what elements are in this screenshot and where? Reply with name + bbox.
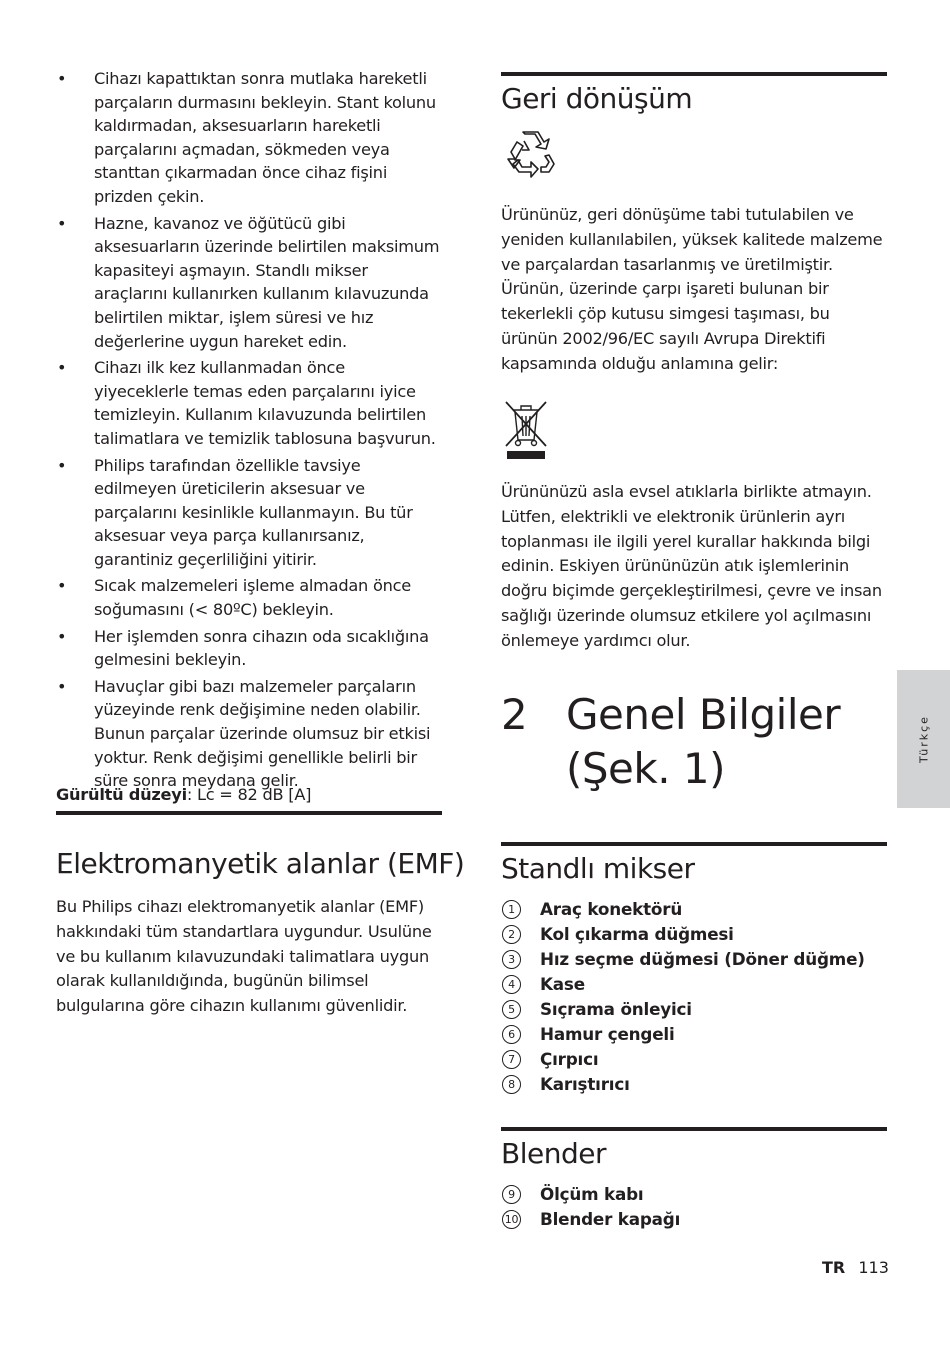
noise-level bbox=[56, 783, 311, 806]
part-label: Ölçüm kabı bbox=[540, 1184, 644, 1204]
chapter-number: 2 bbox=[501, 690, 528, 739]
list-item bbox=[501, 997, 887, 1022]
part-label: Çırpıcı bbox=[540, 1049, 599, 1069]
part-number: 9 bbox=[502, 1185, 521, 1204]
list-item bbox=[501, 972, 887, 997]
list-item: • Cihazı ilk kez kullanmadan önce yiyeceklerle temas eden parçalarını iyice temizleyin. Kullanım kılavuzunda belirtilen talimatlara ve temizlik tablosuna başvurun. bbox=[56, 356, 442, 450]
part-number: 3 bbox=[502, 950, 521, 969]
list-item: • Her işlemden sonra cihazın oda sıcaklığına gelmesini bekleyin. bbox=[56, 625, 442, 672]
part-number: 1 bbox=[502, 900, 521, 919]
part-number: 10 bbox=[502, 1210, 521, 1229]
language-tab-label: Türkçe bbox=[917, 715, 930, 763]
emf-heading: Elektromanyetik alanlar (EMF) bbox=[56, 847, 465, 880]
part-label: Hız seçme düğmesi (Döner düğme) bbox=[540, 949, 865, 969]
noise-level-value: : Lc = 82 dB [A] bbox=[186, 785, 312, 804]
part-number: 5 bbox=[502, 1000, 521, 1019]
stand-mixer-parts-list bbox=[501, 897, 887, 1097]
part-label: Karıştırıcı bbox=[540, 1074, 630, 1094]
list-item bbox=[501, 922, 887, 947]
list-item bbox=[501, 1022, 887, 1047]
section-rule bbox=[56, 811, 442, 815]
list-item bbox=[501, 1047, 887, 1072]
part-number: 4 bbox=[502, 975, 521, 994]
part-label: Sıçrama önleyici bbox=[540, 999, 692, 1019]
disposal-text: Ürününüzü asla evsel atıklarla birlikte atmayın. Lütfen, elektrikli ve elektronik ürünlerin ayrı toplanması ile ilgili yerel kurallar hakkında bilgi edinin. Eskiyen ürününüzün atık işlemlerinin doğru biçimde gerçekleştirilmesi, çevre ve insan sağlığı üzerinde olumsuz etkilere yol açılmasını önlemeye yardımcı olur. bbox=[501, 482, 882, 650]
part-number: 6 bbox=[502, 1025, 521, 1044]
list-item: • Hazne, kavanoz ve öğütücü gibi aksesuarların üzerinde belirtilen maksimum kapasiteyi aşmayın. Standlı mikser araçlarını kullanırken kullanım kılavuzunda belirtilen miktar, işlem süresi ve hız değerlerine uygun hareket edin. bbox=[56, 212, 442, 354]
blender-heading: Blender bbox=[501, 1137, 606, 1170]
part-label: Kol çıkarma düğmesi bbox=[540, 924, 734, 944]
section-rule bbox=[501, 72, 887, 76]
section-rule bbox=[501, 842, 887, 846]
footer-language: TR bbox=[822, 1258, 846, 1277]
page-number: 113 bbox=[858, 1258, 889, 1277]
part-label: Hamur çengeli bbox=[540, 1024, 675, 1044]
part-label: Araç konektörü bbox=[540, 899, 683, 919]
part-number: 7 bbox=[502, 1050, 521, 1069]
page-footer bbox=[822, 1257, 889, 1279]
stand-mixer-heading: Standlı mikser bbox=[501, 852, 695, 885]
part-number: 8 bbox=[502, 1075, 521, 1094]
language-side-tab bbox=[897, 670, 950, 808]
part-number: 2 bbox=[502, 925, 521, 944]
recycling-text: Ürününüz, geri dönüşüme tabi tutulabilen ve yeniden kullanılabilen, yüksek kalitede malzeme ve parçalardan tasarlanmış ve üretilmiştir. Ürünün, üzerinde çarpı işareti bulunan bir tekerlekli çöp kutusu simgesi taşıması, bu ürünün 2002/96/EC sayılı Avrupa Direktifi kapsamında olduğu anlamına gelir: bbox=[501, 205, 883, 373]
blender-parts-list bbox=[501, 1182, 887, 1232]
list-item: • Sıcak malzemeleri işleme almadan önce soğumasını (< 80ºC) bekleyin. bbox=[56, 574, 442, 621]
recycling-heading: Geri dönüşüm bbox=[501, 82, 693, 115]
recycle-icon bbox=[505, 128, 555, 178]
crossed-bin-icon bbox=[503, 398, 549, 460]
list-item bbox=[501, 1182, 887, 1207]
section-rule bbox=[501, 1127, 887, 1131]
part-label: Kase bbox=[540, 974, 585, 994]
list-item bbox=[501, 1207, 887, 1232]
noise-level-label: Gürültü düzeyi bbox=[56, 785, 187, 804]
list-item: • Philips tarafından özellikle tavsiye edilmeyen üreticilerin aksesuar ve parçalarını kesinlikle kullanmayın. Bu tür aksesuar veya parça kullanırsanız, garantiniz geçerliliğini yitirir. bbox=[56, 454, 442, 572]
list-item: • Havuçlar gibi bazı malzemeler parçaların yüzeyinde renk değişimine neden olabilir. Bunun parçalar üzerinde olumsuz bir etkisi yoktur. Renk değişimi genellikle belirli bir süre sonra meydana gelir. bbox=[56, 675, 442, 793]
list-item bbox=[501, 897, 887, 922]
chapter-title: Genel Bilgiler (Şek. 1) bbox=[566, 690, 841, 793]
list-item bbox=[501, 947, 887, 972]
safety-bullet-list bbox=[56, 67, 442, 796]
list-item: • Cihazı kapattıktan sonra mutlaka hareketli parçaların durmasını bekleyin. Stant kolunu kaldırmadan, aksesuarların hareketli parçalarını açmadan, sökmeden veya stanttan çıkarmadan önce cihaz fişini prizden çekin. bbox=[56, 67, 442, 209]
emf-text: Bu Philips cihazı elektromanyetik alanlar (EMF) hakkındaki tüm standartlara uygundur. Usulüne ve bu kullanım kılavuzundaki talimatlara uygun olarak kullanıldığında, bugünün bilimsel bulgularına göre cihazın kullanımı güvenlidir. bbox=[56, 897, 432, 1016]
part-label: Blender kapağı bbox=[540, 1209, 681, 1229]
list-item bbox=[501, 1072, 887, 1097]
